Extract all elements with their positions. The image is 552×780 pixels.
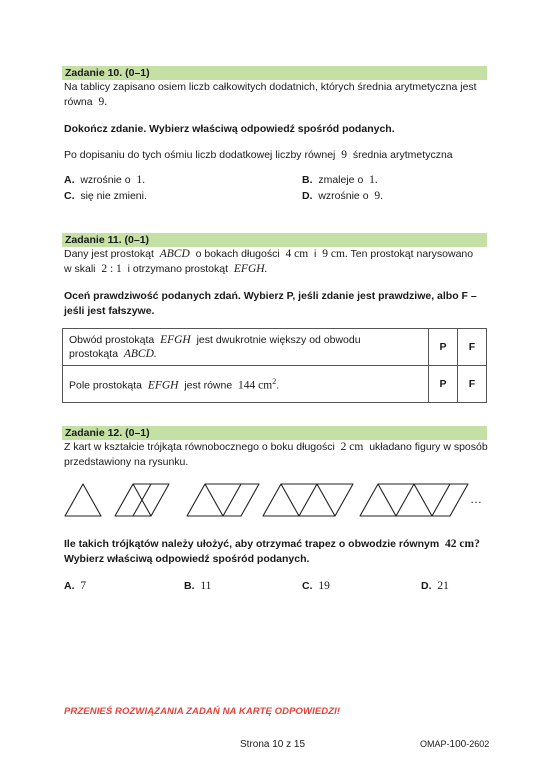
figure-2-trapezoid (115, 484, 169, 516)
figure-5-trapezoid (360, 484, 468, 516)
task-12-header: Zadanie 12. (0–1) (62, 426, 487, 440)
task-11-instruction: Oceń prawdziwość podanych zdań. Wybierz P, jeśli zdanie jest prawdziwe, albo F – jeśli jest fałszywe. (64, 290, 477, 317)
figure-1-triangle (65, 484, 101, 516)
task-12-text: Z kart w kształcie trójkąta równobocznego o boku długości 2 cm układano figury w sposób przedstawiony na rysunku. (64, 441, 488, 468)
exam-code: OMAP-100-2602 (420, 739, 490, 750)
statement-1: Obwód prostokąta EFGH jest dwukrotnie większy od obwodu prostokąta ABCD. (63, 329, 429, 366)
ellipsis: … (470, 492, 482, 506)
false-option-2[interactable]: F (458, 366, 487, 403)
page-number: Strona 10 z 15 (240, 739, 306, 750)
triangle-figures-drawing (60, 478, 490, 522)
task-10-text: Na tablicy zapisano osiem liczb całkowitych dodatnich, których średnia arytmetyczna jest równa 9. (64, 81, 477, 108)
task-11-text: Dany jest prostokąt ABCD o bokach długości 4 cm i 9 cm. Ten prostokąt narysowano w skali 2 : 1 i otrzymano prostokąt EFGH. (64, 248, 474, 275)
figure-3-trapezoid (187, 484, 259, 516)
task-10-option-b[interactable]: B. zmaleje o 1. (302, 174, 378, 186)
statement-row-2 (63, 366, 487, 403)
task-10-option-a[interactable]: A. wzrośnie o 1. (64, 174, 146, 186)
true-option-2[interactable]: P (429, 366, 458, 403)
task-10-header: Zadanie 10. (0–1) (62, 66, 487, 80)
true-option-1[interactable]: P (429, 329, 458, 366)
task-10-instruction: Dokończ zdanie. Wybierz właściwą odpowiedź spośród podanych. (64, 123, 395, 135)
task-12-question: Ile takich trójkątów należy ułożyć, aby otrzymać trapez o obwodzie równym 42 cm? Wybierz właściwą odpowiedź spośród podanych. (64, 538, 480, 565)
task-10-option-d[interactable]: D. wzrośnie o 9. (302, 190, 384, 202)
task-12-option-c[interactable]: C. 19 (302, 580, 330, 592)
figure-4-trapezoid (263, 484, 353, 516)
false-option-1[interactable]: F (458, 329, 487, 366)
transfer-answers-note: PRZENIEŚ ROZWIĄZANIA ZADAŃ NA KARTĘ ODPOWIEDZI! (64, 706, 341, 717)
task-12-option-d[interactable]: D. 21 (421, 580, 449, 592)
statement-2: Pole prostokąta EFGH jest równe 144 $cm^2$. (63, 366, 429, 403)
true-false-table (62, 328, 487, 403)
statement-row-1 (63, 329, 487, 366)
task-11-header: Zadanie 11. (0–1) (62, 233, 487, 247)
task-12-option-a[interactable]: A. 7 (64, 580, 87, 592)
task-10-stem: Po dopisaniu do tych ośmiu liczb dodatkowej liczby równej 9 średnia arytmetyczna (64, 149, 453, 161)
task-10-option-c[interactable]: C. się nie zmieni. (64, 190, 147, 202)
task-12-option-b[interactable]: B. 11 (184, 580, 212, 592)
